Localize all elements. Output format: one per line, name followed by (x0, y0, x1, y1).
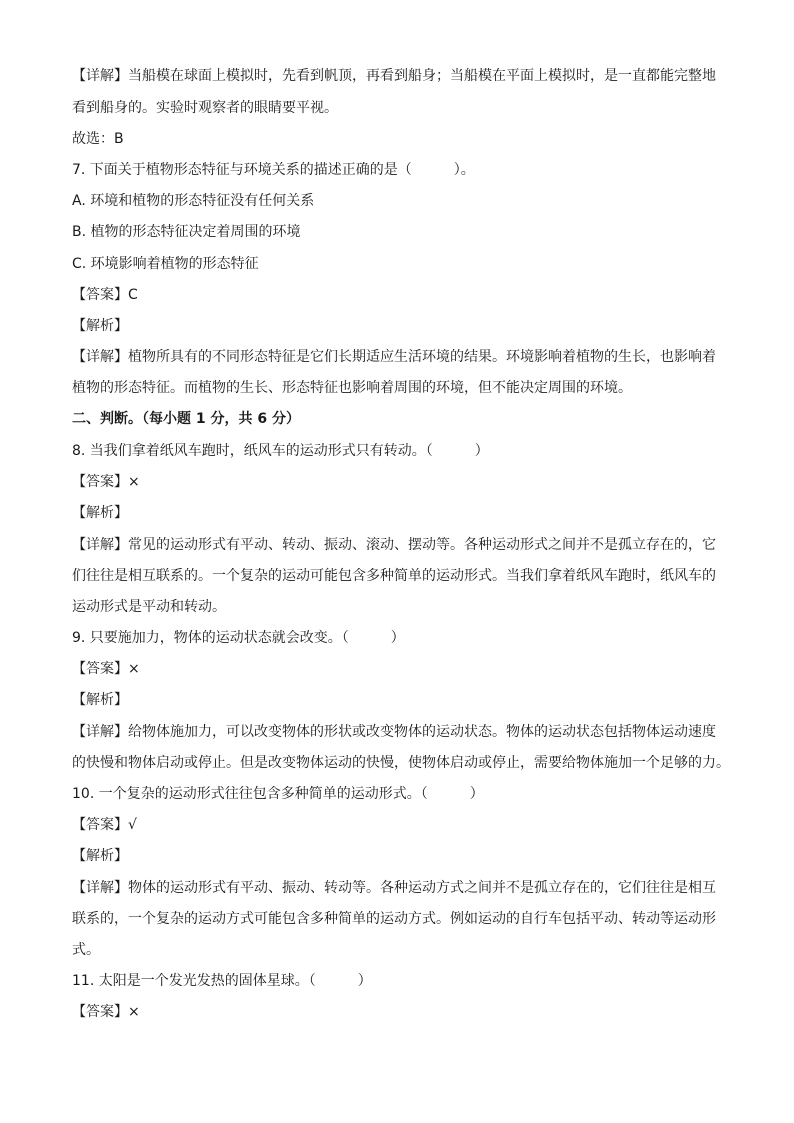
answer-line: 【答案】√ (72, 817, 137, 833)
option-line: B. 植物的形态特征决定着周围的环境 (72, 224, 301, 240)
option-line: C. 环境影响着植物的形态特征 (72, 256, 259, 272)
explanation-line: 【详解】物体的运动形式有平动、振动、转动等。各种运动方式之间并不是孤立存在的，它们往往是相互 (72, 880, 716, 896)
analysis-label: 【解析】 (72, 318, 128, 334)
explanation-line: 【详解】植物所具有的不同形态特征是它们长期适应生活环境的结果。环境影响着植物的生长，也影响着 (72, 349, 716, 365)
explanation-line: 式。 (72, 942, 100, 958)
question-line: 9. 只要施加力，物体的运动状态就会改变。（ ） (72, 630, 405, 646)
explanation-line: 【详解】常见的运动形式有平动、转动、振动、滚动、摆动等。各种运动形式之间并不是孤立存在的，它 (72, 537, 716, 553)
explanation-line: 们往往是相互联系的。一个复杂的运动可能包含多种简单的运动形式。当我们拿着纸风车跑时，纸风车的 (72, 568, 716, 584)
question-line: 8. 当我们拿着纸风车跑时，纸风车的运动形式只有转动。（ ） (72, 443, 489, 459)
explanation-line: 联系的，一个复杂的运动方式可能包含多种简单的运动方式。例如运动的自行车包括平动、转动等运动形 (72, 911, 716, 927)
analysis-label: 【解析】 (72, 692, 128, 708)
analysis-label: 【解析】 (72, 848, 128, 864)
section-heading: 二、判断。（每小题 1 分，共 6 分） (72, 411, 300, 427)
question-line: 7. 下面关于植物形态特征与环境关系的描述正确的是（ ）。 (72, 162, 475, 178)
answer-line: 【答案】× (72, 474, 140, 490)
explanation-line: 【详解】当船模在球面上模拟时，先看到帆顶，再看到船身；当船模在平面上模拟时，是一直都能完整地 (72, 68, 716, 84)
answer-line: 【答案】C (72, 287, 138, 303)
explanation-line: 【详解】给物体施加力，可以改变物体的形状或改变物体的运动状态。物体的运动状态包括物体运动速度 (72, 724, 716, 740)
explanation-line: 看到船身的。实验时观察者的眼睛要平视。 (72, 100, 338, 116)
explanation-line: 的快慢和物体启动或停止。但是改变物体运动的快慢，使物体启动或停止，需要给物体施加一个足够的力。 (72, 755, 730, 771)
option-line: A. 环境和植物的形态特征没有任何关系 (72, 193, 315, 209)
answer-line: 【答案】× (72, 1004, 140, 1020)
answer-line: 【答案】× (72, 661, 140, 677)
analysis-label: 【解析】 (72, 505, 128, 521)
question-line: 10. 一个复杂的运动形式往往包含多种简单的运动形式。（ ） (72, 786, 484, 802)
question-line: 11. 太阳是一个发光发热的固体星球。（ ） (72, 973, 372, 989)
explanation-line: 运动形式是平动和转动。 (72, 599, 226, 615)
explanation-line: 植物的形态特征。而植物的生长、形态特征也影响着周围的环境，但不能决定周围的环境。 (72, 380, 632, 396)
choice-line: 故选：B (72, 131, 124, 147)
